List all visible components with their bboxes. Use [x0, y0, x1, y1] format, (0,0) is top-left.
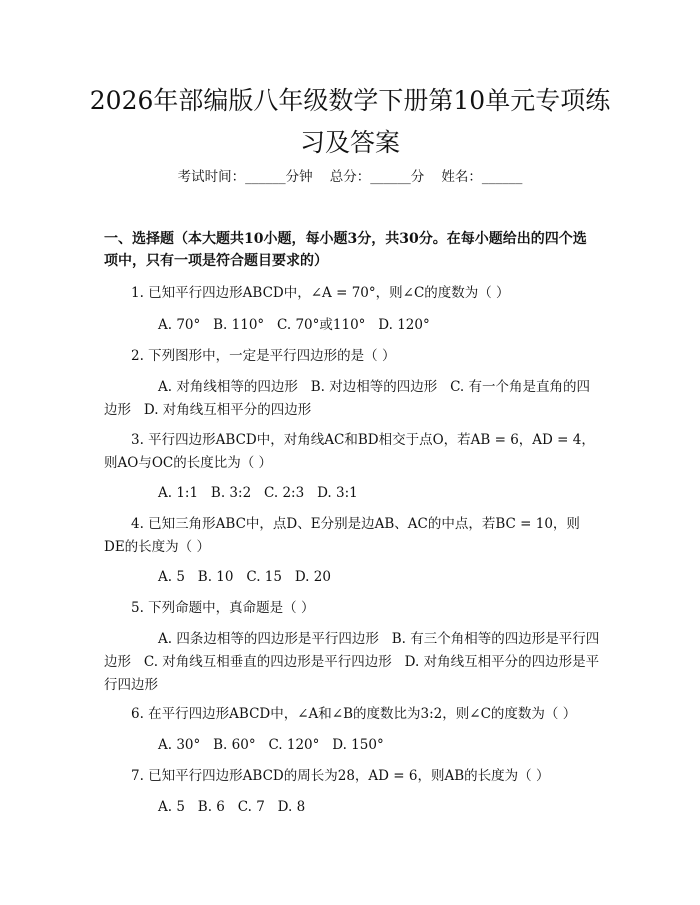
exam-info-line: 考试时间：______分钟 总分：______分 姓名：______: [177, 169, 523, 185]
question-6-options: A. 30° B. 60° C. 120° D. 150°: [158, 737, 384, 753]
question-6-stem: 6. 在平行四边形ABCD中，∠A和∠B的度数比为3:2，则∠C的度数为（ ）: [131, 706, 577, 722]
question-4-stem: 4. 已知三角形ABC中，点D、E分别是边AB、AC的中点，若BC = 10，则DE的长度为（ ）: [104, 516, 580, 555]
question-5-options: A. 四条边相等的四边形是平行四边形 B. 有三个角相等的四边形是平行四边形 C. 对角线互相垂直的四边形是平行四边形 D. 对角线互相平分的四边形是平行四边形: [104, 631, 600, 693]
question-3-stem: 3. 平行四边形ABCD中，对角线AC和BD相交于点O，若AB = 6，AD = 4，则AO与OC的长度比为（ ）: [104, 432, 595, 471]
question-3-options: A. 1:1 B. 3:2 C. 2:3 D. 3:1: [158, 485, 358, 501]
question-2-stem: 2. 下列图形中，一定是平行四边形的是（ ）: [131, 348, 396, 364]
question-7-options: A. 5 B. 6 C. 7 D. 8: [158, 799, 306, 815]
question-7-stem: 7. 已知平行四边形ABCD的周长为28，AD = 6，则AB的长度为（ ）: [131, 768, 550, 784]
question-1-stem: 1. 已知平行四边形ABCD中，∠A = 70°，则∠C的度数为（ ）: [131, 285, 510, 301]
question-2-options: A. 对角线相等的四边形 B. 对边相等的四边形 C. 有一个角是直角的四边形 D. 对角线互相平分的四边形: [104, 379, 591, 418]
section-heading-multiple-choice: 一、选择题（本大题共10小题，每小题3分，共30分。在每小题给出的四个选项中，只有一项是符合题目要求的）: [104, 231, 587, 269]
question-4-options: A. 5 B. 10 C. 15 D. 20: [158, 569, 331, 585]
question-5-stem: 5. 下列命题中，真命题是（ ）: [131, 600, 315, 616]
document-title: 2026年部编版八年级数学下册第10单元专项练习及答案: [89, 86, 611, 157]
question-1-options: A. 70° B. 110° C. 70°或110° D. 120°: [158, 317, 430, 333]
